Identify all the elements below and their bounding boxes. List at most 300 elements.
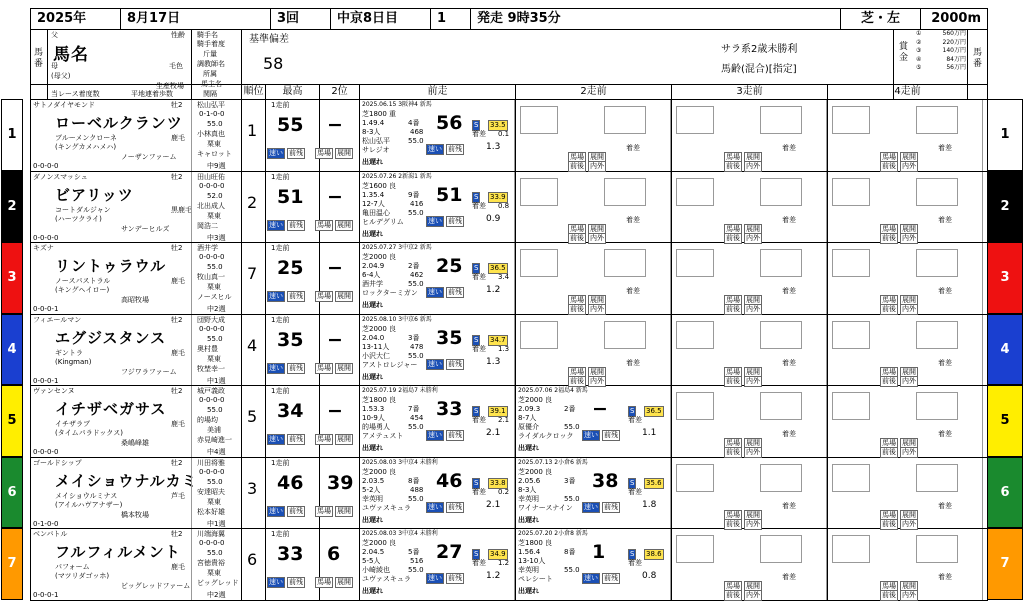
horse-number-left: 5 xyxy=(1,385,23,457)
second-figure: − xyxy=(327,328,343,351)
divider xyxy=(241,100,242,171)
prev1-opponent: アメテュスト xyxy=(362,432,404,440)
second-figure: − xyxy=(327,257,343,279)
career-record: 0-0-0-1 xyxy=(33,591,59,599)
prev4-empty-box xyxy=(916,178,958,206)
prev1-odds: 1.3 xyxy=(486,142,501,152)
prev2-time: 2.09.3 xyxy=(518,405,541,413)
prev2-speed-figure: 1 xyxy=(592,541,606,563)
prev2-jockey: 幸英明 xyxy=(518,494,539,503)
horse-name[interactable]: エグジスタンス xyxy=(55,328,167,347)
horse-row xyxy=(7,100,1010,172)
prev3-dev-tag: 展開 xyxy=(746,296,760,304)
prev1-popularity: 5-2人 xyxy=(362,485,381,494)
sire: ダノンスマッシュ xyxy=(33,172,88,181)
prev3-empty-box xyxy=(760,535,802,563)
prev2-opponent: ワイナースナイン xyxy=(518,503,573,512)
prev2-margin-label: 着差 xyxy=(626,144,640,152)
prev1-front-tag: 前残 xyxy=(448,431,462,439)
prev3-empty-box xyxy=(676,178,714,206)
divider xyxy=(265,100,266,171)
divider xyxy=(319,172,320,243)
prev1-carry-weight: 55.0 xyxy=(408,566,424,574)
legend-coat: 毛色 xyxy=(169,62,183,70)
prev1-post: 3番 xyxy=(408,333,420,342)
field-tag: 馬場 xyxy=(317,435,331,443)
fast-tag: 速い xyxy=(269,578,283,586)
prev4-dev-tag: 展開 xyxy=(902,367,916,376)
prev3-margin-label: 着差 xyxy=(782,358,796,367)
career-record: 0-0-0-1 xyxy=(33,376,59,385)
prev4-dev-tag: 展開 xyxy=(902,510,916,519)
prev2-s-badge: S xyxy=(630,478,635,487)
col-rank: 順位 xyxy=(241,85,265,99)
prev-tag: 1走前 xyxy=(271,172,290,181)
prev2-course: 芝2000 良 xyxy=(518,396,553,404)
prev3-io-tag: 内外 xyxy=(746,305,760,313)
prize-row: ④ 84万円 xyxy=(916,55,966,63)
horse-number-right: 6 xyxy=(987,457,1023,529)
trainer: 的場均 xyxy=(197,416,218,424)
rank: 4 xyxy=(247,335,258,355)
divider xyxy=(241,315,242,386)
prev1-race-info: 2025.06.15 3阪神4 新馬 xyxy=(362,101,432,108)
legend-sire: 父 xyxy=(51,31,58,39)
owner: ノースヒル xyxy=(197,293,232,301)
horse-number-left: 1 xyxy=(1,99,23,171)
prev1-margin-label: 着差 xyxy=(472,130,486,138)
prev1-panel xyxy=(359,386,515,457)
sex-age: 牡2 xyxy=(171,458,183,467)
dam: コートダルジャン xyxy=(55,205,111,214)
prev1-panel xyxy=(359,172,515,243)
prev1-panel xyxy=(359,100,515,171)
horse-name[interactable]: リントゥラウル xyxy=(55,257,167,275)
second-figure: − xyxy=(327,185,343,208)
prev4-field-tag: 馬場 xyxy=(882,224,896,233)
prev4-margin-label: 着差 xyxy=(938,501,952,510)
dam: パフォーム xyxy=(55,563,90,571)
dev-tag: 展開 xyxy=(337,435,351,443)
prev1-margin-label: 着差 xyxy=(472,416,486,424)
jockey-record: 0-0-0-0 xyxy=(199,396,225,404)
jockey-record: 0-0-0-0 xyxy=(199,467,225,476)
prev1-odds: 1.2 xyxy=(486,571,501,581)
sex-age: 牡2 xyxy=(171,101,183,109)
prev4-io-tag: 内外 xyxy=(902,376,916,385)
prev4-fl-tag: 前後 xyxy=(882,233,896,242)
prev4-panel xyxy=(827,243,983,314)
prev2-field-tag: 馬場 xyxy=(570,367,584,376)
prev3-io-tag: 内外 xyxy=(746,448,760,456)
legend-jockey: 騎手名 xyxy=(197,31,218,39)
prev3-dev-tag: 展開 xyxy=(746,367,760,376)
legend-prev: 関隔 xyxy=(203,90,217,98)
rank: 2 xyxy=(247,192,258,212)
horse-name[interactable]: ビアリッツ xyxy=(55,185,134,204)
prev2-empty-box xyxy=(520,321,558,349)
prev3-empty-box xyxy=(760,392,802,420)
prev4-margin-label: 着差 xyxy=(938,358,952,367)
prev4-panel xyxy=(827,172,983,243)
divider xyxy=(265,243,266,314)
sex-age: 牡2 xyxy=(171,244,183,252)
jockey-name[interactable]: 城戸義政 xyxy=(197,387,225,395)
legend-dam-sire: (母父) xyxy=(51,72,71,80)
race-distance: 2000m xyxy=(931,11,981,26)
prev1-panel xyxy=(359,315,515,386)
prev2-margin-label: 着差 xyxy=(626,358,640,367)
prev1-last3f: 33.9 xyxy=(490,192,506,201)
prev4-empty-box xyxy=(916,249,958,277)
prize-row: ① 560万円 xyxy=(916,30,966,37)
prev2-panel xyxy=(515,243,671,314)
prev2-race-info: 2025.07.20 2小倉8 新馬 xyxy=(518,530,588,537)
stable: 栗東 xyxy=(207,283,221,291)
prev3-empty-box xyxy=(760,321,802,349)
prev1-post: 7番 xyxy=(408,405,420,413)
prev1-carry-weight: 55.0 xyxy=(408,423,424,431)
prev2-odds: 1.8 xyxy=(642,499,657,510)
prev4-field-tag: 馬場 xyxy=(882,582,896,590)
prev3-dev-tag: 展開 xyxy=(746,224,760,233)
prev1-popularity: 13-11人 xyxy=(362,342,390,351)
prev2-io-tag: 内外 xyxy=(590,233,604,242)
prev4-field-tag: 馬場 xyxy=(882,510,896,519)
owner: キャロット xyxy=(197,150,232,158)
jockey-name[interactable]: 団野大成 xyxy=(197,315,225,324)
prev3-margin-label: 着差 xyxy=(782,215,796,224)
prev1-last3f: 36.5 xyxy=(490,264,506,272)
prev3-fl-tag: 前後 xyxy=(726,448,740,456)
front-tag: 前残 xyxy=(289,220,303,229)
jockey-record: 0-1-0-0 xyxy=(199,110,225,118)
prev4-dev-tag: 展開 xyxy=(902,582,916,590)
jockey-name[interactable]: 川端海翼 xyxy=(197,530,225,538)
prev3-empty-box xyxy=(676,535,714,563)
horse-row xyxy=(7,529,1010,601)
jockey-name[interactable]: 酒井学 xyxy=(197,244,218,252)
prev1-popularity: 5-5人 xyxy=(362,557,381,565)
sire: ヴァンセンヌ xyxy=(33,387,75,395)
prev2-s-badge: S xyxy=(630,550,635,558)
prev1-odds: 1.3 xyxy=(486,356,501,367)
prev1-course: 芝1600 良 xyxy=(362,181,397,190)
prev1-note: 出遅れ xyxy=(362,229,383,238)
dev-tag: 展開 xyxy=(337,149,351,157)
prev4-fl-tag: 前後 xyxy=(882,448,896,456)
prev3-dev-tag: 展開 xyxy=(746,153,760,161)
race-condition: サラ系2歳未勝利 xyxy=(721,44,798,55)
horse-name[interactable]: ローベルクランツ xyxy=(55,114,183,132)
divider xyxy=(265,386,266,457)
prev2-carry-weight: 55.0 xyxy=(564,566,580,574)
prev3-io-tag: 内外 xyxy=(746,162,760,170)
prev3-field-tag: 馬場 xyxy=(726,439,740,447)
prev4-io-tag: 内外 xyxy=(902,591,916,599)
horse-name[interactable]: メイショウナルカミ xyxy=(55,471,198,490)
prev4-io-tag: 内外 xyxy=(902,162,916,170)
prev2-speed-figure: − xyxy=(592,398,608,420)
prev3-dev-tag: 展開 xyxy=(746,439,760,447)
sire: ゴールドシップ xyxy=(33,458,82,467)
prev1-fast-tag: 速い xyxy=(428,288,442,296)
career-record: 0-0-0-1 xyxy=(33,305,59,313)
prev1-course: 芝2000 良 xyxy=(362,467,397,476)
prev1-body-weight: 416 xyxy=(410,199,424,208)
horse-number-right: 5 xyxy=(987,385,1023,457)
prev1-front-tag: 前残 xyxy=(448,288,462,296)
prev3-empty-box xyxy=(760,178,802,206)
sire: サトノダイヤモンド xyxy=(33,101,95,109)
prev3-fl-tag: 前後 xyxy=(726,305,740,313)
rank: 1 xyxy=(247,121,258,140)
prev1-margin: 1.2 xyxy=(498,559,510,567)
carry-weight: 55.0 xyxy=(207,120,223,128)
legend-baseline-value: 58 xyxy=(263,54,284,73)
legend-baseline: 基準偏差 xyxy=(249,34,289,45)
prev4-fl-tag: 前後 xyxy=(882,376,896,385)
prev4-dev-tag: 展開 xyxy=(902,153,916,161)
dev-tag: 展開 xyxy=(337,363,351,372)
prev1-margin: 0.8 xyxy=(498,201,510,210)
prev1-popularity: 8-3人 xyxy=(362,128,381,136)
prev1-speed-figure: 51 xyxy=(436,183,463,206)
prev1-carry-weight: 55.0 xyxy=(408,137,424,145)
horse-number-right: 7 xyxy=(987,528,1023,600)
prev1-post: 8番 xyxy=(408,476,420,485)
prev2-panel xyxy=(515,315,671,386)
dam-sire: (キングカメハメハ) xyxy=(55,143,117,151)
prev2-last3f: 36.5 xyxy=(646,407,662,415)
prev1-time: 2.04.5 xyxy=(362,548,385,556)
prev2-carry-weight: 55.0 xyxy=(564,423,580,431)
race-start: 発走 9時35分 xyxy=(471,9,841,29)
second-figure: − xyxy=(327,114,343,136)
legend-dam: 母 xyxy=(51,62,58,70)
breeder: ノーザンファーム xyxy=(121,153,177,161)
prev2-empty-box xyxy=(520,249,558,277)
prev1-race-info: 2025.08.03 3中京4 未勝利 xyxy=(362,458,438,466)
horse-name[interactable]: フルフィルメント xyxy=(55,543,181,561)
prev3-io-tag: 内外 xyxy=(746,591,760,599)
divider xyxy=(319,386,320,457)
race-header xyxy=(30,8,988,30)
prev1-note: 出遅れ xyxy=(362,301,383,309)
prev2-io-tag: 内外 xyxy=(590,305,604,313)
prev1-odds: 2.1 xyxy=(486,499,501,510)
prev4-fl-tag: 前後 xyxy=(882,519,896,528)
prev4-panel xyxy=(827,529,983,600)
horse-number-left: 2 xyxy=(1,171,23,243)
best-figure: 46 xyxy=(277,471,304,494)
prev2-fl-tag: 前後 xyxy=(570,162,584,170)
front-tag: 前残 xyxy=(289,435,303,443)
divider xyxy=(241,458,242,529)
prev2-time: 2.05.6 xyxy=(518,476,541,485)
prev1-jockey: 亀田温心 xyxy=(362,208,390,217)
sire: キズナ xyxy=(33,244,54,252)
prev4-fl-tag: 前後 xyxy=(882,305,896,313)
prize-list xyxy=(916,30,966,73)
prev1-time: 2.03.5 xyxy=(362,476,385,485)
prev1-margin-label: 着差 xyxy=(472,273,486,281)
prev1-note: 出遅れ xyxy=(362,372,383,381)
legend-sex-age: 性齢 xyxy=(171,31,185,39)
jockey-name[interactable]: 田山旺佑 xyxy=(197,172,225,181)
prev2-empty-box xyxy=(520,106,558,134)
prev3-empty-box xyxy=(760,464,802,492)
prev-tag: 1走前 xyxy=(271,101,290,109)
prev1-odds: 1.2 xyxy=(486,285,501,295)
dev-tag: 展開 xyxy=(337,578,351,586)
field-tag: 馬場 xyxy=(317,578,331,586)
prev2-front-tag: 前残 xyxy=(604,502,618,511)
prev1-speed-figure: 33 xyxy=(436,398,463,420)
prev2-margin-label: 着差 xyxy=(628,416,642,424)
prev3-io-tag: 内外 xyxy=(746,519,760,528)
prev1-fast-tag: 速い xyxy=(428,145,442,153)
prev1-post: 4番 xyxy=(408,119,420,127)
prev1-note: 出遅れ xyxy=(362,587,383,595)
fast-tag: 速い xyxy=(269,363,283,372)
prev4-empty-box xyxy=(832,106,870,134)
horse-number-right: 4 xyxy=(987,314,1023,386)
horse-number-right: 1 xyxy=(987,99,1023,171)
prev4-dev-tag: 展開 xyxy=(902,224,916,233)
trainer: 北出成人 xyxy=(197,201,225,210)
stable: 栗東 xyxy=(207,569,221,577)
prev4-margin-label: 着差 xyxy=(938,430,952,438)
prev1-margin-label: 着差 xyxy=(472,344,486,353)
prev4-empty-box xyxy=(832,464,870,492)
prev-tag: 1走前 xyxy=(271,315,290,324)
divider xyxy=(191,315,192,386)
jockey-name[interactable]: 川田将雅 xyxy=(197,458,225,467)
field-tag: 馬場 xyxy=(317,220,331,229)
breeder: フジワラファーム xyxy=(121,367,177,376)
interval: 中9週 xyxy=(207,162,226,170)
prev1-race-info: 2025.08.10 3中京6 新馬 xyxy=(362,315,432,323)
prev2-panel xyxy=(515,386,671,457)
prev4-dev-tag: 展開 xyxy=(902,439,916,447)
prev2-fl-tag: 前後 xyxy=(570,233,584,242)
prev1-time: 1.53.3 xyxy=(362,405,385,413)
prev4-margin-label: 着差 xyxy=(938,287,952,295)
prev4-dev-tag: 展開 xyxy=(902,296,916,304)
divider xyxy=(319,100,320,171)
prev2-dev-tag: 展開 xyxy=(590,367,604,376)
prev1-panel xyxy=(359,529,515,600)
prev1-popularity: 10-9人 xyxy=(362,414,385,422)
horse-name[interactable]: イチザベガサス xyxy=(55,400,167,418)
prev3-panel xyxy=(671,315,827,386)
prev1-opponent: ユヴァスキュラ xyxy=(362,503,411,512)
prev1-last3f: 39.1 xyxy=(490,407,506,415)
race-number: 1 xyxy=(431,9,471,29)
owner: 松本好雄 xyxy=(197,507,225,516)
prev1-course: 芝2000 良 xyxy=(362,539,397,547)
best-figure: 35 xyxy=(277,328,304,351)
prev3-dev-tag: 展開 xyxy=(746,510,760,519)
breeder: ビッグレッドファーム xyxy=(121,582,191,590)
prev1-carry-weight: 55.0 xyxy=(408,494,424,503)
prev3-field-tag: 馬場 xyxy=(726,582,740,590)
prev1-note: 出遅れ xyxy=(362,515,383,524)
prev4-empty-box xyxy=(832,178,870,206)
prev4-field-tag: 馬場 xyxy=(882,439,896,447)
prev2-popularity: 8-7人 xyxy=(518,414,537,422)
jockey-record: 0-0-0-0 xyxy=(199,253,225,261)
divider xyxy=(265,315,266,386)
prev-tag: 1走前 xyxy=(271,244,290,252)
prev1-fast-tag: 速い xyxy=(428,431,442,439)
prev1-front-tag: 前残 xyxy=(448,145,462,153)
jockey-name[interactable]: 松山弘平 xyxy=(197,101,225,109)
coat-color: 鹿毛 xyxy=(171,277,185,285)
interval: 中2週 xyxy=(207,591,226,599)
prev4-panel xyxy=(827,458,983,529)
column-headers xyxy=(30,84,988,100)
prev3-panel xyxy=(671,529,827,600)
prev3-panel xyxy=(671,386,827,457)
dev-tag: 展開 xyxy=(337,506,351,515)
prev1-margin: 0.1 xyxy=(498,130,510,138)
prev1-margin-label: 着差 xyxy=(472,487,486,496)
prev1-race-info: 2025.07.19 2福島7 未勝利 xyxy=(362,387,438,394)
race-venue: 中京8日目 xyxy=(331,9,431,29)
prev1-front-tag: 前残 xyxy=(448,216,462,225)
breeder: サンデーヒルズ xyxy=(121,224,170,233)
prev3-empty-box xyxy=(676,106,714,134)
owner: 牧埜幸一 xyxy=(197,364,225,373)
prev2-jockey: 原優介 xyxy=(518,423,539,431)
legend-horse-no-right: 馬番 xyxy=(973,48,983,69)
dam-sire: (ハーツクライ) xyxy=(55,214,102,223)
stable: 美浦 xyxy=(207,426,221,434)
prev-tag: 1走前 xyxy=(271,387,290,395)
prev2-popularity: 8-3人 xyxy=(518,485,537,494)
owner: 赤見崎進一 xyxy=(197,436,232,444)
carry-weight: 55.0 xyxy=(207,334,223,343)
prev3-fl-tag: 前後 xyxy=(726,519,740,528)
prev3-field-tag: 馬場 xyxy=(726,510,740,519)
prev3-io-tag: 内外 xyxy=(746,233,760,242)
horse-row xyxy=(7,315,1010,387)
prev1-carry-weight: 55.0 xyxy=(408,280,424,288)
prev1-jockey: 小崎綾也 xyxy=(362,566,390,574)
prev1-jockey: 幸英明 xyxy=(362,494,383,503)
prev2-margin-label: 着差 xyxy=(626,287,640,295)
divider xyxy=(191,529,192,600)
prev2-field-tag: 馬場 xyxy=(570,296,584,304)
prev1-fast-tag: 速い xyxy=(428,502,442,511)
legend-owner: 馬主名 xyxy=(201,80,222,88)
legend-horse-name: 馬名 xyxy=(53,45,89,65)
legend-last: 当レース着度数 xyxy=(51,90,100,98)
prize-row: ② 220万円 xyxy=(916,38,966,46)
prev1-jockey: 小沢大仁 xyxy=(362,351,390,360)
prev3-margin-label: 着差 xyxy=(782,573,796,581)
prev3-empty-box xyxy=(676,321,714,349)
prev1-body-weight: 516 xyxy=(410,557,424,565)
prev2-empty-box xyxy=(604,249,646,277)
prev1-race-info: 2025.07.26 2新潟1 新馬 xyxy=(362,172,432,180)
prev1-course: 芝2000 良 xyxy=(362,253,397,261)
prev1-time: 2.04.9 xyxy=(362,262,385,270)
sex-age: 牡2 xyxy=(171,530,183,538)
prev1-speed-figure: 25 xyxy=(436,255,463,277)
